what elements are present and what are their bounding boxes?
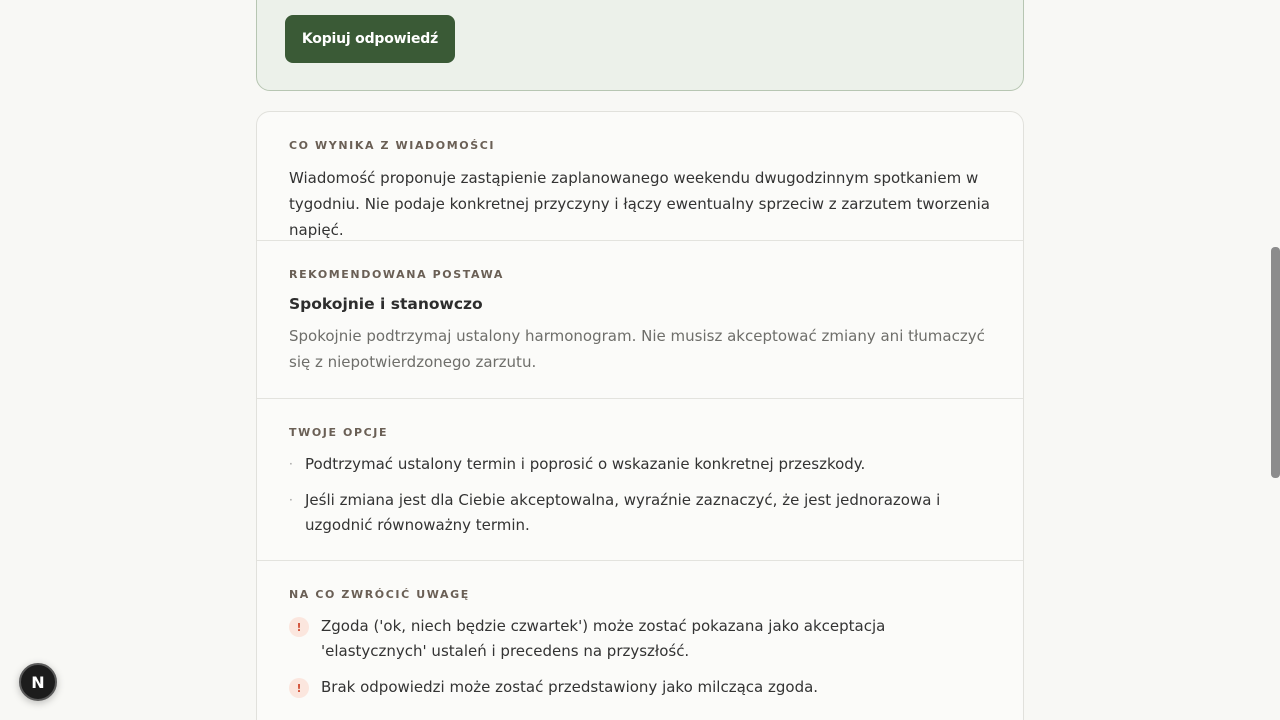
stance-description: Spokojnie podtrzymaj ustalony harmonogram. Nie musisz akceptować zmiany ani tłumaczyć się z niepotwierdzonego zarzutu. [289,327,985,371]
warning-icon: ! [289,678,309,698]
message-section [257,112,1023,241]
warning-item [289,614,993,664]
warning-item [289,675,993,700]
warning-icon: ! [289,617,309,637]
analysis-card [256,111,1024,720]
dev-tools-badge[interactable]: N [19,663,57,701]
section-label: TWOJE OPCJE [289,426,389,439]
option-text: Jeśli zmiana jest dla Ciebie akceptowalna, wyraźnie zaznaczyć, że jest jednorazowa i uzgodnić równoważny termin. [305,491,941,534]
stance-section [257,241,1023,399]
stance-title: Spokojnie i stanowczo [289,295,483,313]
section-label: CO WYNIKA Z WIADOMOŚCI [289,139,496,152]
bullet-icon: · [289,493,293,507]
warning-text: Brak odpowiedzi może zostać przedstawiony jako milcząca zgoda. [321,678,819,696]
option-item [289,488,993,538]
warning-text: Zgoda ('ok, niech będzie czwartek') może zostać pokazana jako akceptacja 'elastycznych' ustaleń i precedens na przyszłość. [321,617,886,660]
options-section [257,399,1023,561]
section-label: NA CO ZWRÓCIĆ UWAGĘ [289,588,470,601]
copy-response-button[interactable]: Kopiuj odpowiedź [285,15,455,63]
message-summary: Wiadomość proponuje zastąpienie zaplanowanego weekendu dwugodzinnym spotkaniem w tygodniu. Nie podaje konkretnej przyczyny i łączy ewentualny sprzeciw z zarzutem tworzenia napięć. [289,169,990,239]
bullet-icon: · [289,457,293,471]
option-item [289,452,993,477]
option-text: Podtrzymać ustalony termin i poprosić o wskazanie konkretnej przeszkody. [305,455,866,473]
section-label: REKOMENDOWANA POSTAWA [289,268,504,281]
attention-section [257,561,1023,720]
scrollbar-thumb[interactable] [1271,247,1280,478]
response-card [256,0,1024,91]
